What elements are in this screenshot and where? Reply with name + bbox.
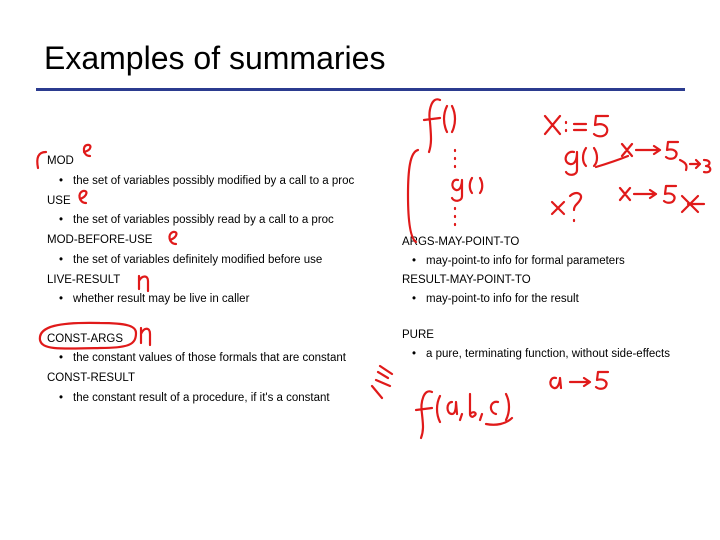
ink-g <box>452 180 462 201</box>
ink-parens-g <box>470 178 483 193</box>
summary-desc-use: • the set of variables possibly read by a call to a proc <box>59 214 334 227</box>
summary-desc-live-result: • whether result may be live in caller <box>59 293 249 306</box>
summary-desc-pure: • a pure, terminating function, without side-effects <box>412 348 670 361</box>
title-divider <box>36 88 685 91</box>
ink-underline-g <box>596 156 628 167</box>
ink-y-to-3 <box>680 160 710 172</box>
ink-underline-args <box>486 418 512 425</box>
ink-x-struck <box>682 196 704 212</box>
ink-side-marks <box>372 366 392 398</box>
summary-label-mod-before-use: MOD-BEFORE-USE <box>47 234 153 246</box>
ink-g-call <box>566 148 597 175</box>
ink-parens-top <box>444 106 455 132</box>
summary-label-const-args: CONST-ARGS <box>47 333 124 345</box>
ink-x-to-5-top <box>622 142 678 159</box>
ink-f-bottom <box>416 391 432 438</box>
ink-e-mod-before-use <box>169 232 176 244</box>
ink-e-mod <box>84 145 91 156</box>
summary-label-use: USE <box>47 195 71 207</box>
summary-label-args-may-point-to: ARGS-MAY-POINT-TO <box>402 236 520 248</box>
summary-desc-const-result: • the constant result of a procedure, if it's a constant <box>59 392 330 405</box>
ink-args-abc <box>437 394 509 422</box>
summary-desc-args-may-point-to: • may-point-to info for formal parameters <box>412 255 625 268</box>
ink-e-use <box>79 191 86 203</box>
summary-desc-const-args: • the constant values of those formals that are constant <box>59 352 346 365</box>
summary-desc-result-may-point-to: • may-point-to info for the result <box>412 293 579 306</box>
summary-label-pure: PURE <box>402 329 434 341</box>
ink-f-top <box>424 99 440 152</box>
summary-label-live-result: LIVE-RESULT <box>47 274 121 286</box>
ink-x-assign <box>545 116 608 136</box>
ink-n-const-args <box>141 328 150 345</box>
ink-vbracket <box>408 150 418 242</box>
ink-n-live-result <box>139 276 148 291</box>
summary-label-mod: MOD <box>47 155 74 167</box>
summary-label-const-result: CONST-RESULT <box>47 372 135 384</box>
summary-desc-mod: • the set of variables possibly modified by a call to a proc <box>59 175 354 188</box>
ink-x-to-5-bottom <box>620 186 676 203</box>
ink-x-question <box>552 193 581 221</box>
page-title: Examples of summaries <box>44 40 386 76</box>
summary-desc-mod-before-use: • the set of variables definitely modified before use <box>59 254 322 267</box>
ink-a-to-5 <box>550 372 608 389</box>
ink-bracket-mod <box>37 152 46 168</box>
summary-label-result-may-point-to: RESULT-MAY-POINT-TO <box>402 274 531 286</box>
